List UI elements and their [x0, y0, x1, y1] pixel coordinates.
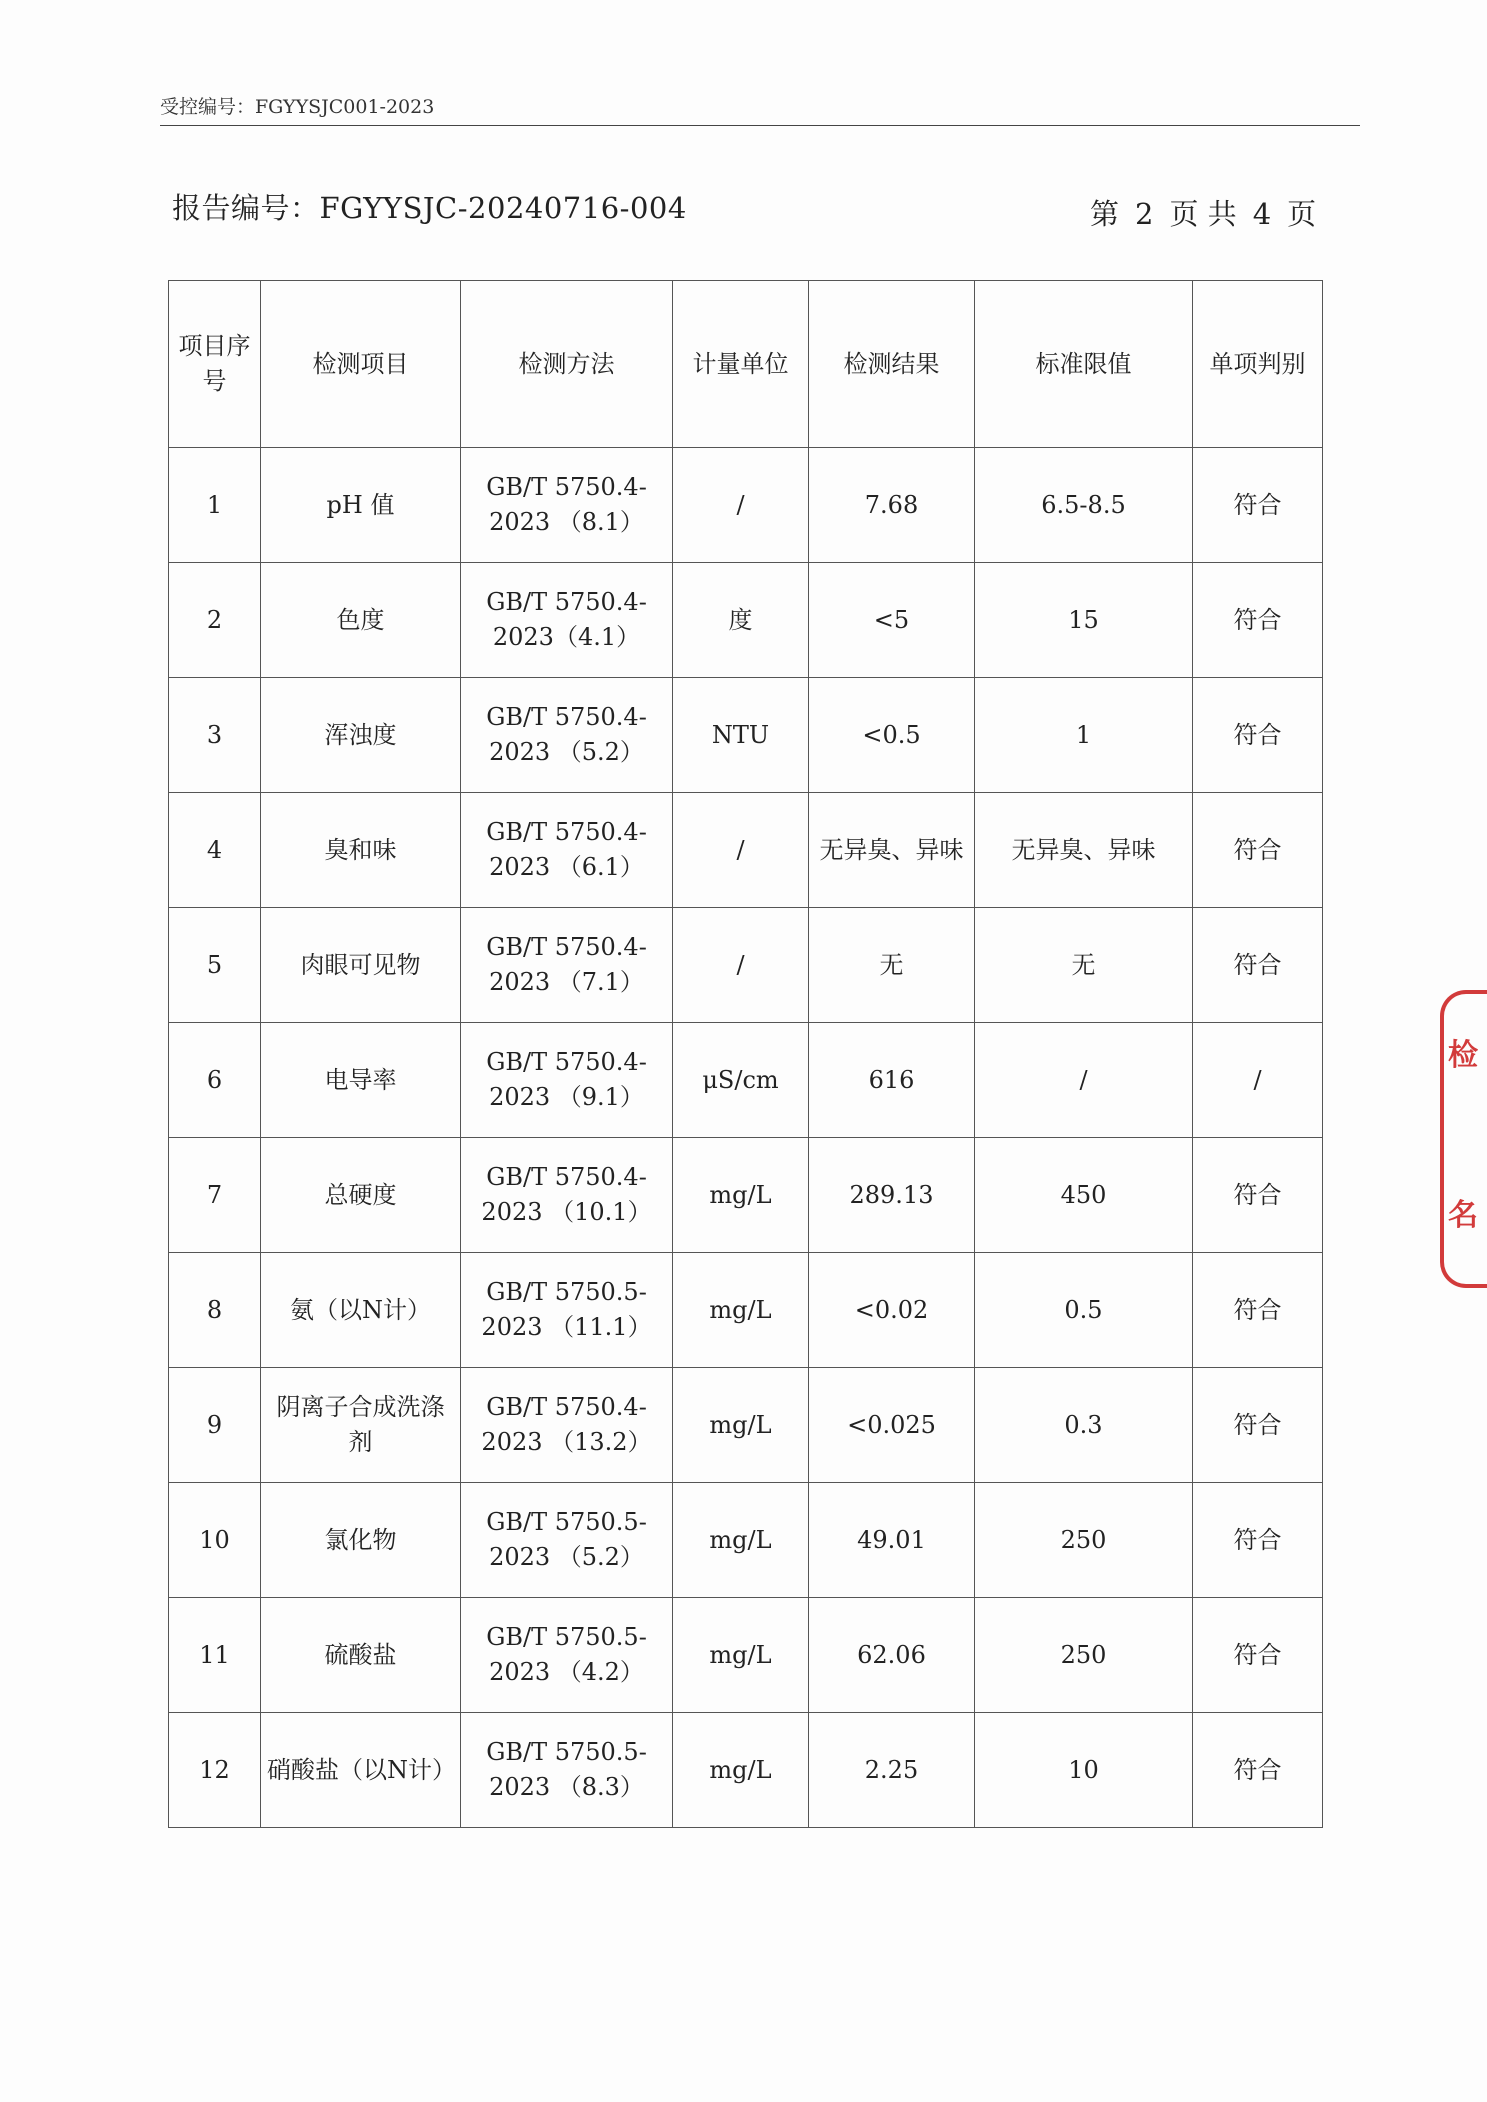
table-row	[169, 1138, 1323, 1253]
cell-limit: 1	[975, 678, 1193, 793]
cell-limit: 0.5	[975, 1253, 1193, 1368]
table-header-row	[169, 281, 1323, 448]
cell-method: GB/T 5750.5-2023 （4.2）	[461, 1598, 673, 1713]
page-total: 4	[1252, 197, 1272, 231]
cell-limit: /	[975, 1023, 1193, 1138]
cell-no: 2	[169, 563, 261, 678]
cell-limit: 6.5-8.5	[975, 448, 1193, 563]
table-row	[169, 1368, 1323, 1483]
header-item: 检测项目	[261, 281, 461, 448]
cell-limit: 无	[975, 908, 1193, 1023]
seal-stamp-char: 检	[1448, 1038, 1478, 1073]
cell-unit: /	[673, 793, 809, 908]
cell-no: 9	[169, 1368, 261, 1483]
page-indicator	[1082, 192, 1324, 233]
header-divider	[160, 125, 1360, 126]
table-row	[169, 793, 1323, 908]
cell-result: <0.5	[809, 678, 975, 793]
cell-item: 氨（以N计）	[261, 1253, 461, 1368]
test-results-table	[168, 280, 1323, 1828]
cell-method: GB/T 5750.4-2023 （9.1）	[461, 1023, 673, 1138]
cell-result: <0.02	[809, 1253, 975, 1368]
cell-item: pH 值	[261, 448, 461, 563]
cell-result: 无	[809, 908, 975, 1023]
cell-item: 总硬度	[261, 1138, 461, 1253]
page-prefix: 第	[1090, 197, 1120, 231]
cell-result: 49.01	[809, 1483, 975, 1598]
cell-item: 硫酸盐	[261, 1598, 461, 1713]
header-no: 项目序号	[169, 281, 261, 448]
header-unit: 计量单位	[673, 281, 809, 448]
cell-item: 硝酸盐（以N计）	[261, 1713, 461, 1828]
cell-no: 12	[169, 1713, 261, 1828]
page-suffix: 页	[1287, 197, 1317, 231]
cell-item: 肉眼可见物	[261, 908, 461, 1023]
cell-method: GB/T 5750.5-2023 （8.3）	[461, 1713, 673, 1828]
cell-unit: /	[673, 448, 809, 563]
cell-item: 色度	[261, 563, 461, 678]
cell-unit: mg/L	[673, 1138, 809, 1253]
cell-no: 8	[169, 1253, 261, 1368]
cell-method: GB/T 5750.4-2023（4.1）	[461, 563, 673, 678]
cell-judgment: 符合	[1193, 1253, 1323, 1368]
cell-method: GB/T 5750.4-2023 （5.2）	[461, 678, 673, 793]
table-row	[169, 448, 1323, 563]
cell-no: 10	[169, 1483, 261, 1598]
table-row	[169, 563, 1323, 678]
cell-unit: mg/L	[673, 1483, 809, 1598]
cell-unit: /	[673, 908, 809, 1023]
cell-no: 11	[169, 1598, 261, 1713]
cell-no: 6	[169, 1023, 261, 1138]
cell-limit: 250	[975, 1483, 1193, 1598]
cell-judgment: 符合	[1193, 1368, 1323, 1483]
cell-unit: μS/cm	[673, 1023, 809, 1138]
header-limit: 标准限值	[975, 281, 1193, 448]
cell-no: 4	[169, 793, 261, 908]
control-number: 受控编号：FGYYSJC001-2023	[160, 96, 435, 118]
cell-result: 7.68	[809, 448, 975, 563]
table-row	[169, 1598, 1323, 1713]
cell-method: GB/T 5750.5-2023 （11.1）	[461, 1253, 673, 1368]
header-method: 检测方法	[461, 281, 673, 448]
cell-method: GB/T 5750.4-2023 （8.1）	[461, 448, 673, 563]
page-current: 2	[1135, 197, 1154, 231]
header-result: 检测结果	[809, 281, 975, 448]
cell-result: <5	[809, 563, 975, 678]
cell-judgment: 符合	[1193, 1598, 1323, 1713]
cell-unit: mg/L	[673, 1598, 809, 1713]
cell-no: 7	[169, 1138, 261, 1253]
cell-limit: 10	[975, 1713, 1193, 1828]
page-middle: 页 共	[1169, 197, 1237, 231]
cell-method: GB/T 5750.4-2023 （7.1）	[461, 908, 673, 1023]
table-row	[169, 1483, 1323, 1598]
cell-judgment: 符合	[1193, 1483, 1323, 1598]
cell-item: 臭和味	[261, 793, 461, 908]
cell-unit: 度	[673, 563, 809, 678]
cell-item: 氯化物	[261, 1483, 461, 1598]
cell-unit: mg/L	[673, 1368, 809, 1483]
cell-item: 电导率	[261, 1023, 461, 1138]
cell-judgment: 符合	[1193, 1138, 1323, 1253]
cell-judgment: 符合	[1193, 448, 1323, 563]
cell-unit: mg/L	[673, 1713, 809, 1828]
cell-no: 1	[169, 448, 261, 563]
cell-no: 5	[169, 908, 261, 1023]
cell-judgment: 符合	[1193, 908, 1323, 1023]
cell-result: 289.13	[809, 1138, 975, 1253]
cell-unit: mg/L	[673, 1253, 809, 1368]
cell-method: GB/T 5750.4-2023 （6.1）	[461, 793, 673, 908]
cell-limit: 15	[975, 563, 1193, 678]
table-row	[169, 1713, 1323, 1828]
cell-limit: 无异臭、异味	[975, 793, 1193, 908]
cell-item: 浑浊度	[261, 678, 461, 793]
cell-result: 616	[809, 1023, 975, 1138]
cell-limit: 0.3	[975, 1368, 1193, 1483]
cell-unit: NTU	[673, 678, 809, 793]
table-row	[169, 1023, 1323, 1138]
cell-no: 3	[169, 678, 261, 793]
cell-judgment: 符合	[1193, 563, 1323, 678]
cell-result: 62.06	[809, 1598, 975, 1713]
cell-limit: 250	[975, 1598, 1193, 1713]
cell-method: GB/T 5750.5-2023 （5.2）	[461, 1483, 673, 1598]
header-judgment: 单项判别	[1193, 281, 1323, 448]
cell-method: GB/T 5750.4-2023 （13.2）	[461, 1368, 673, 1483]
cell-judgment: 符合	[1193, 793, 1323, 908]
cell-result: 2.25	[809, 1713, 975, 1828]
cell-result: 无异臭、异味	[809, 793, 975, 908]
cell-item: 阴离子合成洗涤剂	[261, 1368, 461, 1483]
cell-method: GB/T 5750.4-2023 （10.1）	[461, 1138, 673, 1253]
table-row	[169, 1253, 1323, 1368]
cell-result: <0.025	[809, 1368, 975, 1483]
cell-limit: 450	[975, 1138, 1193, 1253]
cell-judgment: /	[1193, 1023, 1323, 1138]
table-row	[169, 678, 1323, 793]
seal-stamp-char: 名	[1448, 1198, 1478, 1233]
report-number: 报告编号：FGYYSJC-20240716-004	[172, 191, 687, 225]
table-row	[169, 908, 1323, 1023]
cell-judgment: 符合	[1193, 678, 1323, 793]
cell-judgment: 符合	[1193, 1713, 1323, 1828]
